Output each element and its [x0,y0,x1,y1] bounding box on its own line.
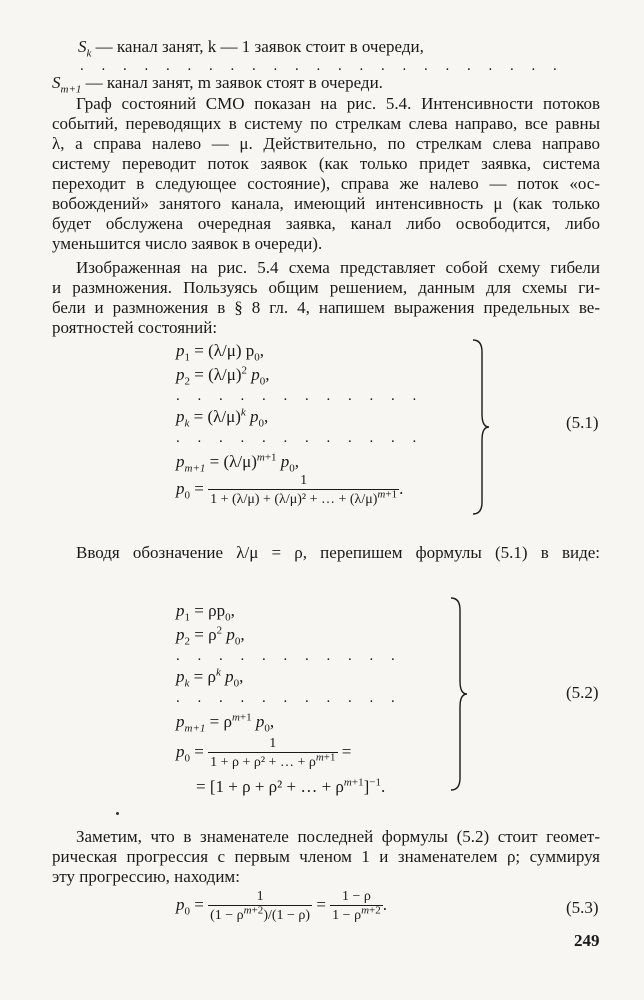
eq52-p0-alt: = [1 + ρ + ρ² + … + $\rho^{m+1}]^{-1}$. [196,776,386,796]
stray-dot [116,812,119,815]
state-sk-line: $S_k$ — канал занят, k — 1 заявок стоит в очереди, [78,37,424,60]
para1-line: Граф состояний СМО показан на рис. 5.4. Интенсивности потоков [76,94,600,113]
eq53-number: (5.3) [566,898,599,917]
eq52-dots-1: . . . . . . . . . . . [176,648,402,664]
para1-line: будет обслужена очередная заявка, канал либо освободится, либо [52,214,600,233]
paragraph-3: Вводя обозначение λ/μ = ρ, перепишем формулы (5.1) в виде: [76,543,600,562]
eq51-dots-1: . . . . . . . . . . . . [176,388,424,404]
para1-line: вобождений» занятого канала, имеющий интенсивность μ (как только [52,194,600,213]
page-number: 249 [574,931,600,950]
right-brace-icon [470,338,492,516]
eq51-p0-denominator: 1 + (λ/μ) + (λ/μ)² + … + $(\lambda/\mu)^{m+1}$ [210,488,398,507]
eq51-pm1: $p_{m+1} = (\lambda/\mu)^{m+1}$ $p_0$, [176,451,300,475]
eq51-p0-numerator: 1 [300,473,308,488]
eq53-frac2-denominator: $1 - \rho^{m+2}$ [332,904,381,923]
para1-line: систему переводит поток заявок (как только придет заявка, система [52,154,600,173]
para1-line: λ, а справа налево — μ. Действительно, по стрелкам слева направо [52,134,600,153]
eq52-pk: $p_k = \rho^k$ $p_0$, [176,666,244,690]
eq52-dots-2: . . . . . . . . . . . [176,690,402,706]
eq51-p2: $p_2 = (\lambda/\mu)^2$ $p_0$, [176,364,270,388]
para2-line: роятностей состояний: [52,318,218,337]
para2-line: бели и размножения в § 8 гл. 4, напишем выражения предельных ве- [52,298,600,317]
para4-line: Заметим, что в знаменателе последней формулы (5.2) стоит геомет- [76,827,600,846]
eq53-frac2-numerator: 1 − ρ [342,889,371,904]
eq52-p0-numerator: 1 [269,736,277,751]
state-sm1-text: — канал занят, m заявок стоят в очереди. [85,73,383,92]
eq51-pk: $p_k = (\lambda/\mu)^k$ $p_0$, [176,406,269,430]
eq53-frac1-denominator: $(1 - \rho^{m+2})/(1 - \rho)$ [210,904,311,923]
state-sm1-line: $S_{m+1}$ — канал занят, m заявок стоят в очереди. [52,73,383,96]
eq52-p1: $p_1 = \rho p_0$, [176,601,235,624]
para1-line: событий, переводящих в систему по стрелкам слева направо, все равны [52,114,600,133]
right-brace-icon [448,596,470,792]
ellipsis-dots: . . . . . . . . . . . . . . . . . . . . . . . [80,58,564,74]
para1-line: переходит в следующее состояние), справа же налево — поток «ос- [52,174,600,193]
eq52-number: (5.2) [566,683,599,702]
eq52-p2: $p_2 = \rho^2$ $p_0$, [176,624,245,648]
eq52-p0: $p_0$ = $\frac{1}{1 + \rho + \rho^2 + \dots + \rho^{m+1}}$ = [176,736,352,770]
eq53-frac1-numerator: 1 [256,889,264,904]
eq53-p0: $p_0$ = $\frac{1}{(1 - \rho^{m+2})/(1 - \rho)}$ = $\frac{1 - \rho}{1 - \rho^{m+2}}$ . [176,889,387,923]
eq52-pm1: $p_{m+1} = \rho^{m+1}$ $p_0$, [176,711,275,735]
para2-line: Изображенная на рис. 5.4 схема представляет собой схему гибели [76,258,600,277]
para1-line: уменьшится число заявок в очереди). [52,234,323,253]
para2-line: и размножения. Пользуясь общим решением, данным для схемы ги- [52,278,600,297]
para4-line: рическая прогрессия с первым членом 1 и знаменателем ρ; суммируя [52,847,600,866]
state-sk-text: — канал занят, k — 1 заявок стоит в очереди, [95,37,424,56]
eq51-p0: $p_0$ = $\frac{1}{1 + (\lambda/\mu) + (\lambda/\mu)^2 + \dots + (\lambda/\mu)^{m+1}}$ . [176,473,404,507]
eq51-p1: $p_1 = (\lambda/\mu)$ $p_0$, [176,341,264,364]
eq52-p0-denominator: 1 + ρ + ρ² + … + $\rho^{m+1}$ [210,751,336,770]
para4-line: эту прогрессию, находим: [52,867,240,886]
eq51-number: (5.1) [566,413,599,432]
eq51-dots-2: . . . . . . . . . . . . [176,430,424,446]
